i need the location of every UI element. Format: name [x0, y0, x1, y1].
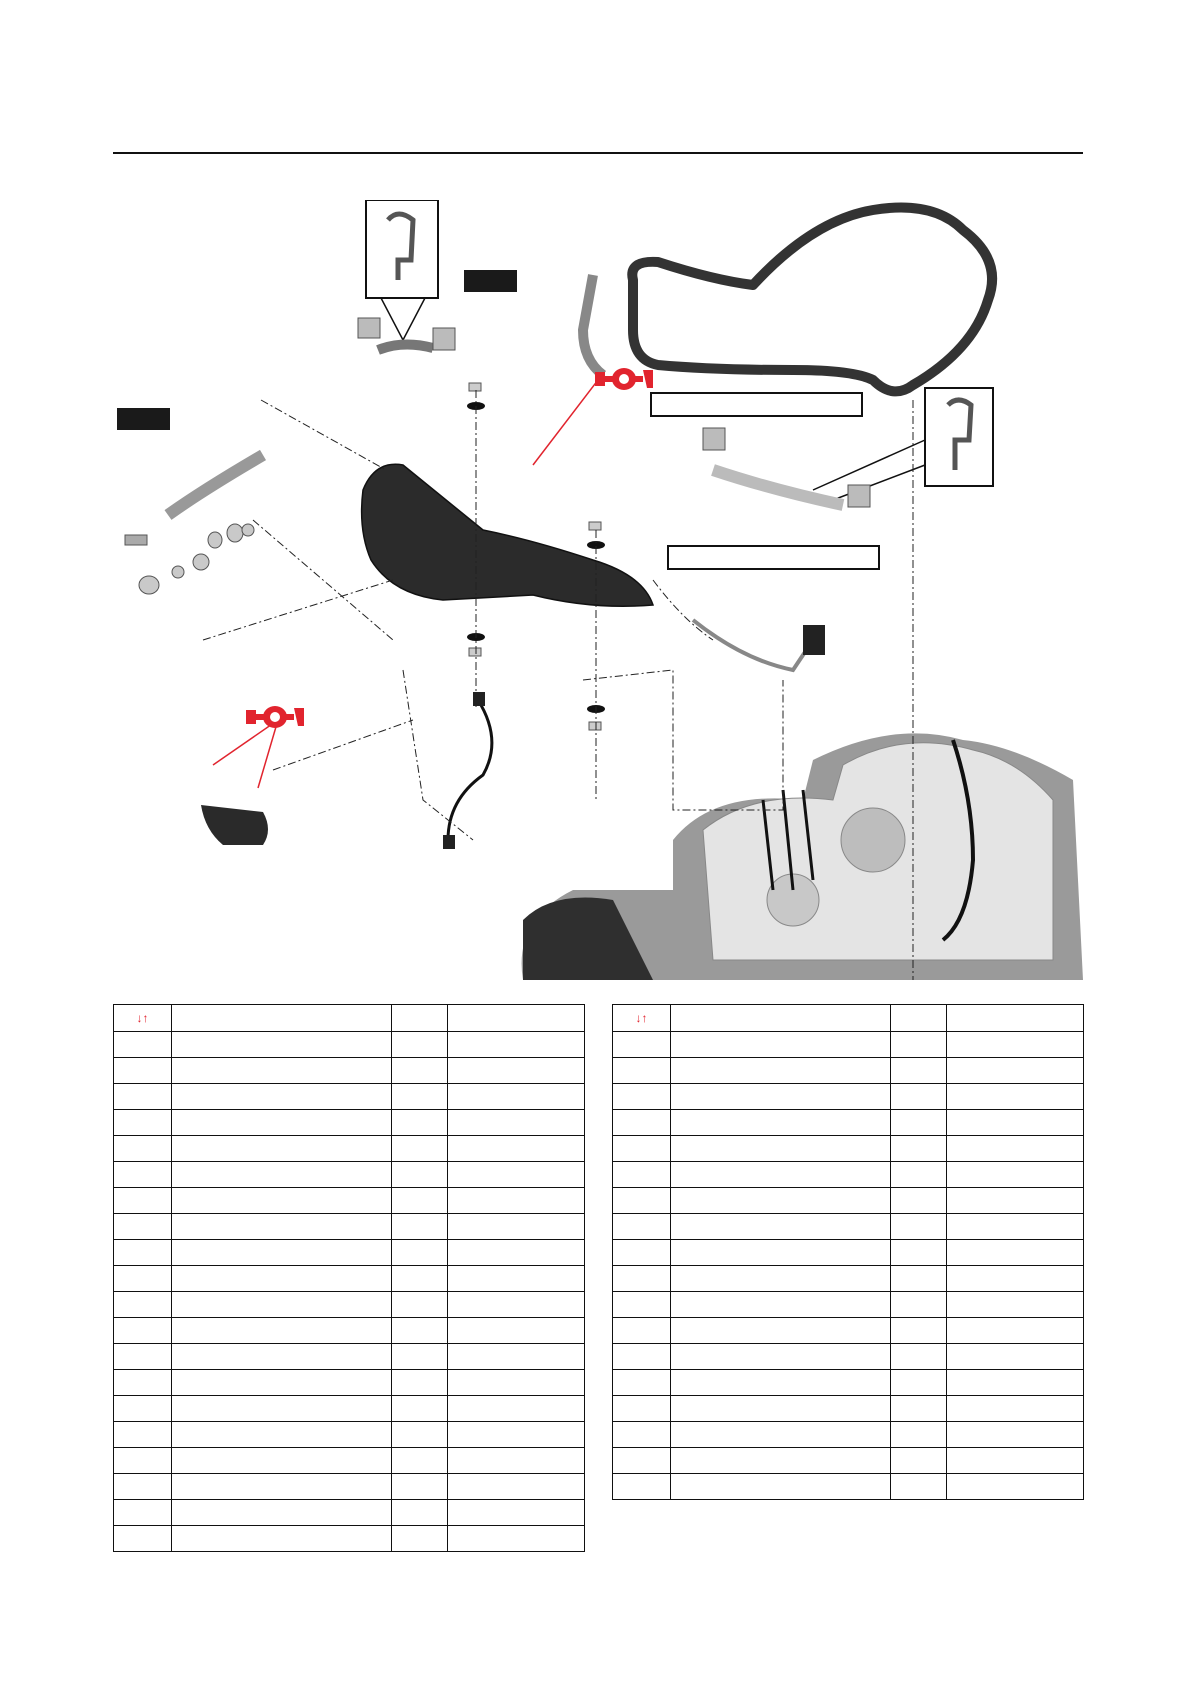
table-cell — [392, 1214, 448, 1240]
table-cell — [392, 1474, 448, 1500]
table-cell — [613, 1474, 671, 1500]
table-row — [613, 1344, 1084, 1370]
table-cell — [172, 1266, 392, 1292]
table-cell — [172, 1448, 392, 1474]
table-cell — [172, 1292, 392, 1318]
table-row — [114, 1162, 585, 1188]
table-cell — [392, 1318, 448, 1344]
table-cell — [392, 1526, 448, 1552]
table-cell — [671, 1136, 891, 1162]
table-cell — [172, 1396, 392, 1422]
table-row — [114, 1084, 585, 1110]
table-cell — [613, 1448, 671, 1474]
apply-grease-icon-upper — [595, 368, 653, 390]
table-cell — [448, 1448, 585, 1474]
table-cell — [172, 1370, 392, 1396]
table-cell — [392, 1084, 448, 1110]
table-cell — [448, 1526, 585, 1552]
table-row — [613, 1422, 1084, 1448]
table-cell — [448, 1370, 585, 1396]
table-cell — [671, 1240, 891, 1266]
table-cell — [392, 1110, 448, 1136]
table-cell — [613, 1396, 671, 1422]
exploded-view-svg — [113, 200, 1083, 980]
table-cell — [392, 1500, 448, 1526]
table-row — [613, 1266, 1084, 1292]
engine-top-photo — [522, 733, 1083, 980]
table-row — [613, 1032, 1084, 1058]
table-cell — [947, 1292, 1084, 1318]
table-cell — [392, 1448, 448, 1474]
table-cell — [891, 1188, 947, 1214]
table-cell — [947, 1370, 1084, 1396]
table-cell — [613, 1136, 671, 1162]
table-cell — [392, 1370, 448, 1396]
table-row — [114, 1474, 585, 1500]
table-cell — [891, 1292, 947, 1318]
table-cell — [613, 1266, 671, 1292]
table-cell — [891, 1396, 947, 1422]
table-cell — [891, 1058, 947, 1084]
table-row — [114, 1448, 585, 1474]
table-cell — [172, 1474, 392, 1500]
table-cell — [613, 1214, 671, 1240]
table-cell — [671, 1214, 891, 1240]
table-row — [613, 1396, 1084, 1422]
table-cell — [613, 1422, 671, 1448]
table-cell — [114, 1188, 172, 1214]
table-cell — [448, 1396, 585, 1422]
table-cell — [392, 1266, 448, 1292]
table-cell — [114, 1162, 172, 1188]
right-hose — [713, 470, 843, 505]
table-cell — [891, 1136, 947, 1162]
table-cell — [891, 1422, 947, 1448]
table-cell — [448, 1162, 585, 1188]
table-cell — [613, 1292, 671, 1318]
table-cell — [392, 1292, 448, 1318]
table-cell — [671, 1344, 891, 1370]
table-cell — [891, 1032, 947, 1058]
table-cell — [891, 1474, 947, 1500]
table-cell — [448, 1422, 585, 1448]
table-cell — [172, 1422, 392, 1448]
table-cell — [947, 1136, 1084, 1162]
table-cell — [448, 1318, 585, 1344]
table-cell — [392, 1162, 448, 1188]
table-row — [114, 1292, 585, 1318]
table-cell — [448, 1474, 585, 1500]
step-number-header: ↓↑ — [114, 1005, 172, 1032]
table-row — [114, 1396, 585, 1422]
parts-table-right — [612, 1004, 1084, 1500]
column-header — [448, 1005, 585, 1032]
callout-box-upper — [650, 392, 863, 417]
table-cell — [448, 1292, 585, 1318]
column-header — [172, 1005, 392, 1032]
table-cell — [671, 1448, 891, 1474]
table-row — [114, 1240, 585, 1266]
wire-harness — [693, 620, 813, 670]
table-cell — [947, 1110, 1084, 1136]
table-row — [613, 1474, 1084, 1500]
table-row — [114, 1422, 585, 1448]
table-cell — [613, 1110, 671, 1136]
table-row — [613, 1136, 1084, 1162]
table-row — [613, 1188, 1084, 1214]
table-cell — [114, 1474, 172, 1500]
table-cell — [671, 1110, 891, 1136]
table-cell — [671, 1318, 891, 1344]
table-cell — [891, 1214, 947, 1240]
table-cell — [891, 1110, 947, 1136]
table-cell — [114, 1058, 172, 1084]
table-row — [114, 1318, 585, 1344]
table-row — [114, 1032, 585, 1058]
table-cell — [392, 1136, 448, 1162]
table-row — [114, 1266, 585, 1292]
table-cell — [392, 1058, 448, 1084]
table-cell — [671, 1292, 891, 1318]
table-cell — [172, 1136, 392, 1162]
callout-box-lower — [667, 545, 880, 570]
left-hose — [168, 455, 263, 515]
table-row — [613, 1448, 1084, 1474]
table-cell — [172, 1162, 392, 1188]
table-cell — [448, 1058, 585, 1084]
table-cell — [114, 1396, 172, 1422]
table-row — [613, 1370, 1084, 1396]
table-row — [114, 1344, 585, 1370]
table-row — [613, 1162, 1084, 1188]
table-cell — [172, 1058, 392, 1084]
column-header — [947, 1005, 1084, 1032]
table-row — [114, 1058, 585, 1084]
table-cell — [448, 1500, 585, 1526]
table-row — [613, 1110, 1084, 1136]
table-row — [613, 1318, 1084, 1344]
header-rule — [113, 152, 1083, 154]
table-cell — [947, 1318, 1084, 1344]
table-cell — [671, 1058, 891, 1084]
table-cell — [114, 1370, 172, 1396]
table-cell — [114, 1266, 172, 1292]
table-cell — [392, 1396, 448, 1422]
table-cell — [947, 1266, 1084, 1292]
table-cell — [448, 1136, 585, 1162]
table-cell — [114, 1292, 172, 1318]
table-cell — [613, 1318, 671, 1344]
table-cell — [613, 1240, 671, 1266]
table-cell — [671, 1266, 891, 1292]
table-row — [613, 1214, 1084, 1240]
table-cell — [613, 1162, 671, 1188]
table-row — [613, 1240, 1084, 1266]
table-row — [114, 1526, 585, 1552]
table-cell — [891, 1448, 947, 1474]
reference-tag-top — [464, 270, 517, 292]
reference-tag-left — [117, 408, 170, 430]
table-cell — [613, 1344, 671, 1370]
table-cell — [947, 1188, 1084, 1214]
table-cell — [671, 1032, 891, 1058]
table-cell — [114, 1526, 172, 1552]
table-cell — [671, 1370, 891, 1396]
drain-hose — [583, 275, 603, 375]
table-cell — [392, 1188, 448, 1214]
sensor-cable — [448, 700, 492, 840]
upper-hose — [378, 344, 433, 350]
table-cell — [114, 1318, 172, 1344]
table-cell — [671, 1474, 891, 1500]
table-cell — [448, 1032, 585, 1058]
table-cell — [114, 1344, 172, 1370]
column-header — [671, 1005, 891, 1032]
table-cell — [947, 1422, 1084, 1448]
table-cell — [172, 1110, 392, 1136]
table-cell — [947, 1032, 1084, 1058]
table-row — [613, 1084, 1084, 1110]
table-cell — [947, 1396, 1084, 1422]
table-row — [114, 1188, 585, 1214]
table-cell — [613, 1370, 671, 1396]
table-cell — [947, 1344, 1084, 1370]
table-cell — [114, 1240, 172, 1266]
table-cell — [671, 1188, 891, 1214]
parts-table-left — [113, 1004, 585, 1552]
table-cell — [392, 1422, 448, 1448]
table-row — [114, 1110, 585, 1136]
table-cell — [172, 1214, 392, 1240]
table-cell — [448, 1266, 585, 1292]
table-cell — [891, 1240, 947, 1266]
table-header-row — [114, 1005, 585, 1032]
table-cell — [613, 1188, 671, 1214]
table-cell — [392, 1240, 448, 1266]
table-cell — [947, 1214, 1084, 1240]
table-cell — [172, 1032, 392, 1058]
table-cell — [891, 1266, 947, 1292]
table-cell — [891, 1344, 947, 1370]
table-cell — [114, 1448, 172, 1474]
table-row — [613, 1292, 1084, 1318]
apply-grease-icon-lower — [246, 706, 304, 728]
table-cell — [172, 1526, 392, 1552]
table-row — [114, 1214, 585, 1240]
fitting-parts — [139, 524, 254, 594]
table-cell — [114, 1500, 172, 1526]
table-row — [114, 1370, 585, 1396]
step-number-header: ↓↑ — [613, 1005, 671, 1032]
cowling-seal-loop — [632, 208, 992, 392]
table-cell — [891, 1084, 947, 1110]
table-cell — [448, 1344, 585, 1370]
table-row — [114, 1500, 585, 1526]
table-cell — [114, 1136, 172, 1162]
table-cell — [947, 1448, 1084, 1474]
table-cell — [671, 1396, 891, 1422]
column-header — [392, 1005, 448, 1032]
table-cell — [448, 1110, 585, 1136]
table-cell — [891, 1318, 947, 1344]
table-cell — [947, 1240, 1084, 1266]
table-cell — [448, 1188, 585, 1214]
table-cell — [448, 1214, 585, 1240]
column-header — [891, 1005, 947, 1032]
table-header-row — [613, 1005, 1084, 1032]
table-cell — [891, 1370, 947, 1396]
table-cell — [613, 1084, 671, 1110]
table-cell — [448, 1084, 585, 1110]
table-cell — [172, 1500, 392, 1526]
table-cell — [891, 1162, 947, 1188]
table-cell — [114, 1110, 172, 1136]
table-cell — [671, 1422, 891, 1448]
table-cell — [172, 1188, 392, 1214]
table-cell — [947, 1084, 1084, 1110]
table-cell — [671, 1162, 891, 1188]
table-row — [114, 1136, 585, 1162]
table-cell — [172, 1318, 392, 1344]
table-cell — [392, 1032, 448, 1058]
table-cell — [947, 1474, 1084, 1500]
table-cell — [947, 1162, 1084, 1188]
table-cell — [114, 1422, 172, 1448]
table-cell — [613, 1058, 671, 1084]
table-cell — [947, 1058, 1084, 1084]
table-cell — [613, 1032, 671, 1058]
lower-cover-housing — [362, 464, 653, 606]
lower-left-bracket — [201, 805, 268, 845]
table-cell — [671, 1084, 891, 1110]
table-cell — [172, 1240, 392, 1266]
table-cell — [172, 1084, 392, 1110]
table-cell — [114, 1084, 172, 1110]
exploded-view-diagram — [113, 200, 1083, 980]
table-cell — [114, 1214, 172, 1240]
table-cell — [172, 1344, 392, 1370]
table-cell — [114, 1032, 172, 1058]
table-row — [613, 1058, 1084, 1084]
table-cell — [448, 1240, 585, 1266]
table-cell — [392, 1344, 448, 1370]
